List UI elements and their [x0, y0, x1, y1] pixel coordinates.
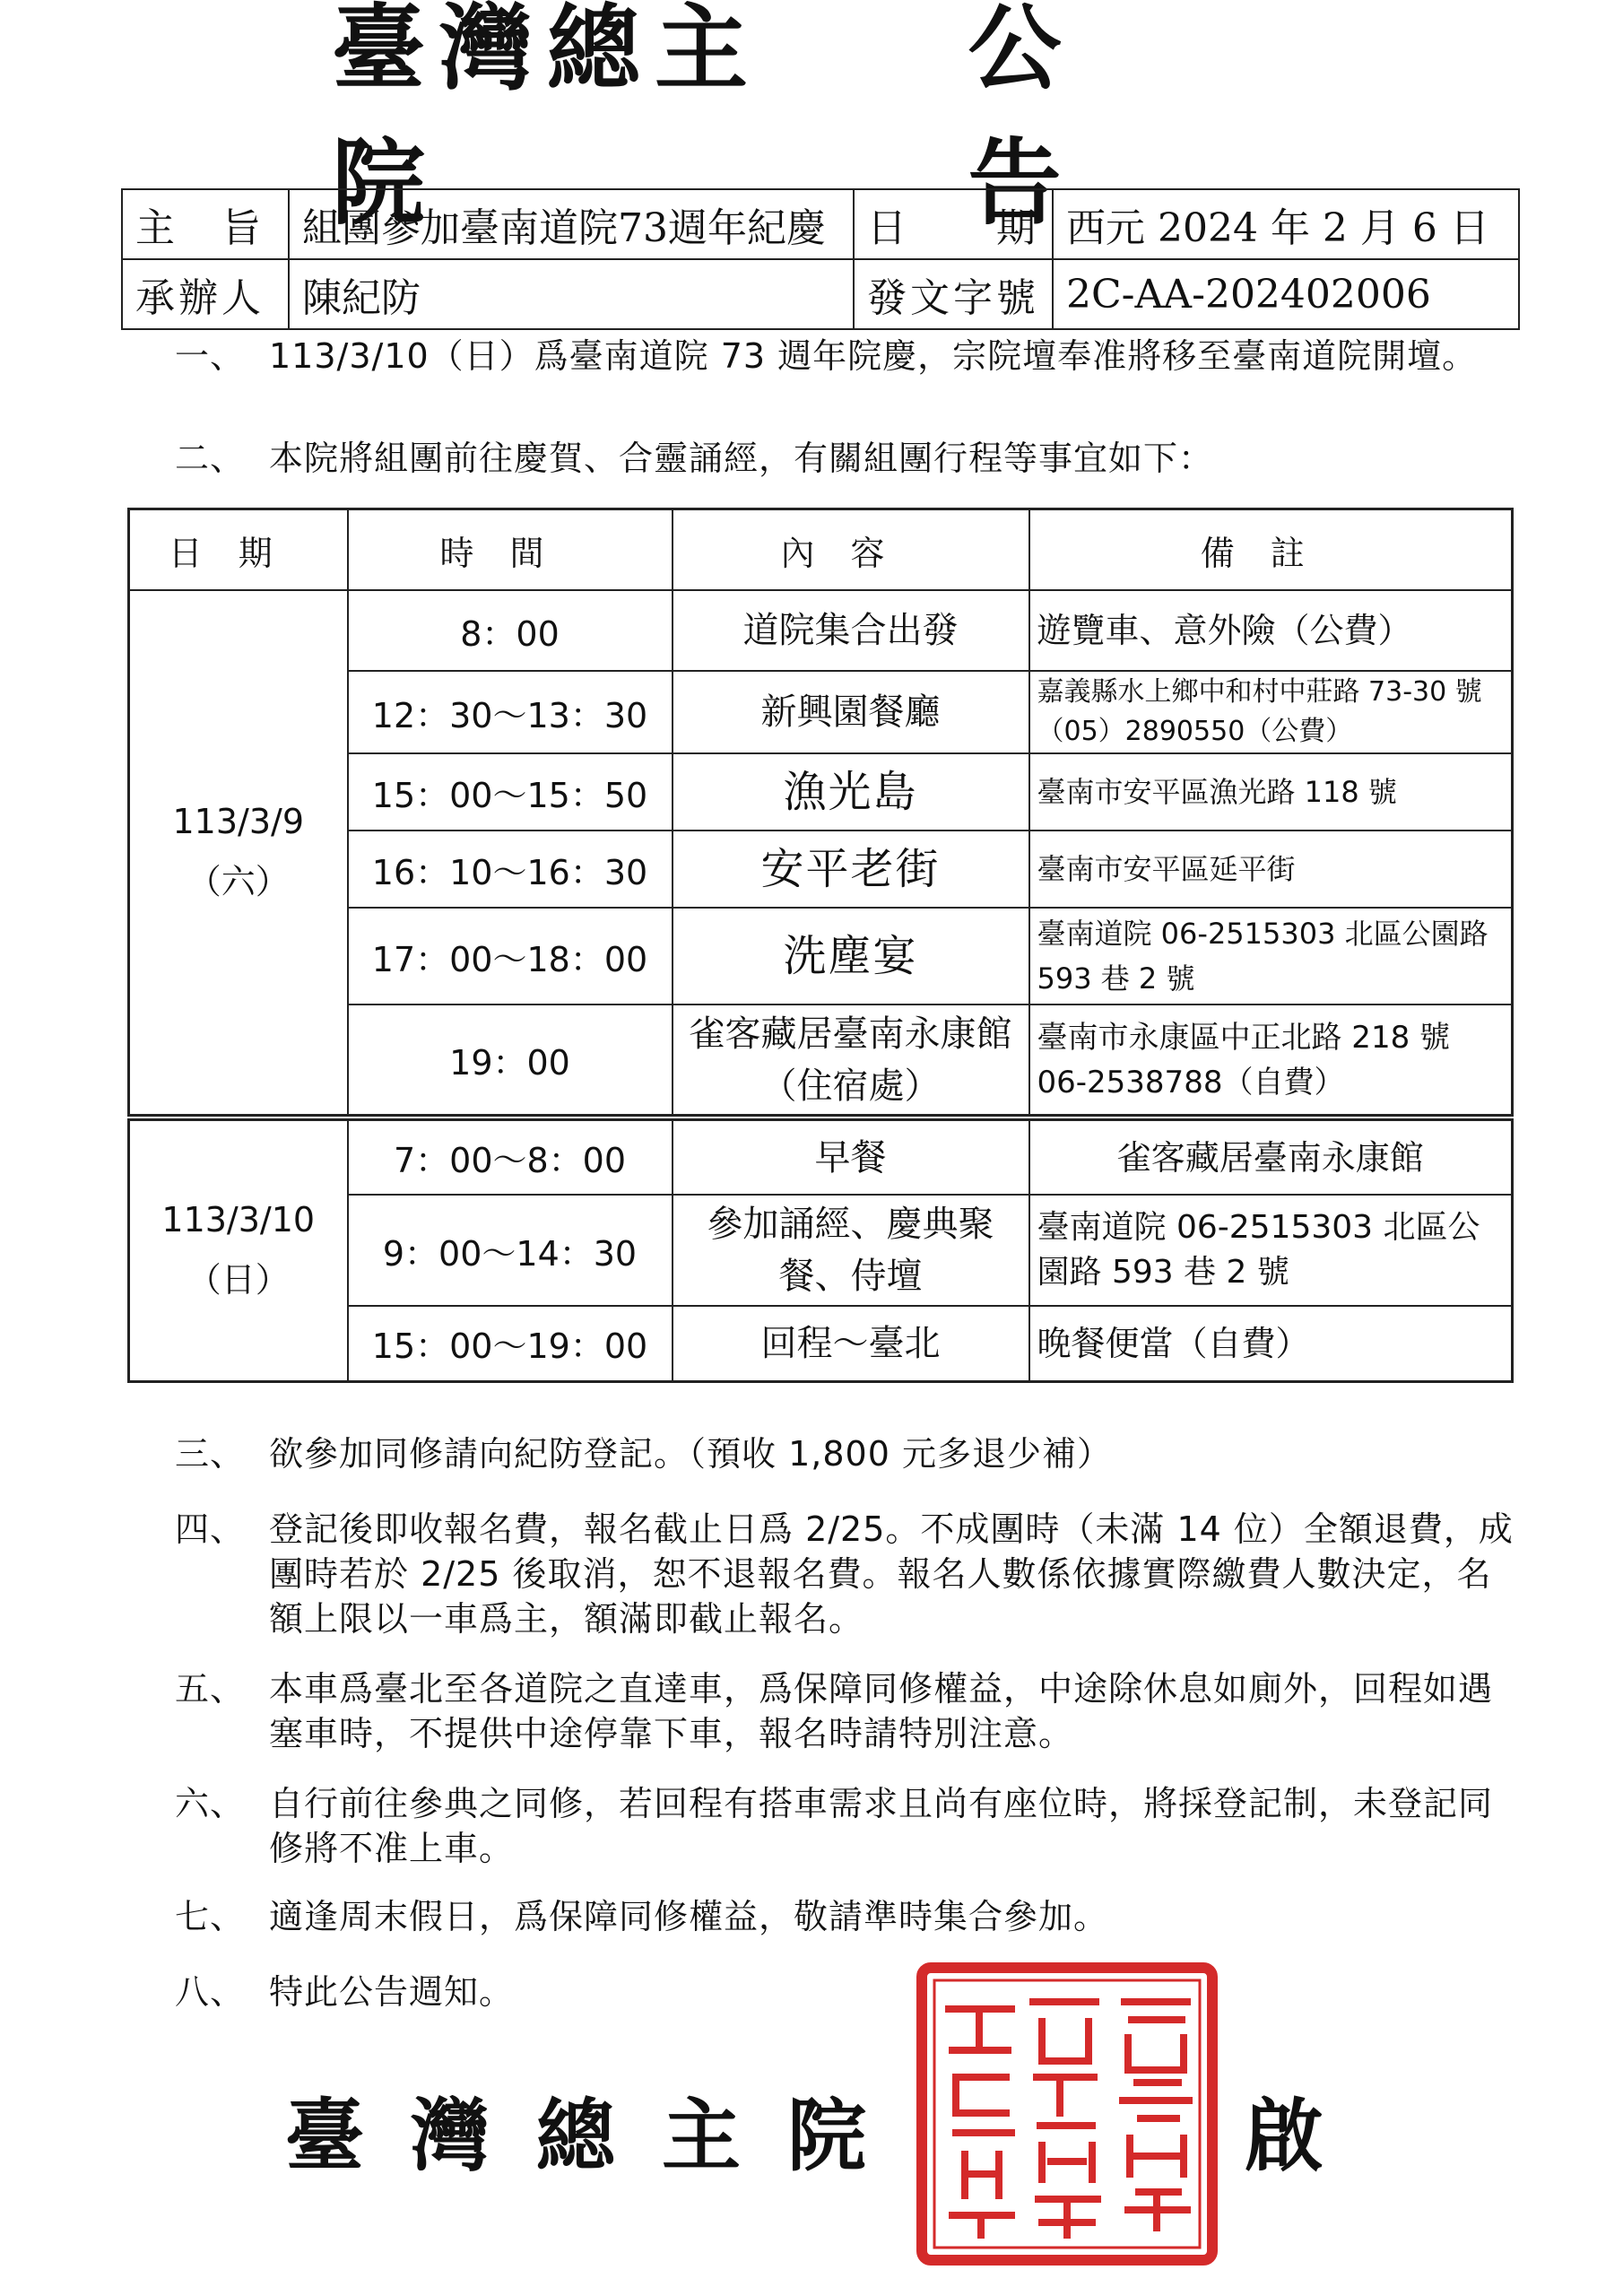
- doc-number-label: 發文字號: [854, 259, 1053, 329]
- day-2-date-cell: [129, 1118, 348, 1381]
- paragraph-6: [175, 1781, 1520, 1871]
- day-weekday: （六）: [187, 862, 290, 901]
- remark-cell: 臺南市永康區中正北路 218 號 06-2538788（自費）: [1029, 1004, 1513, 1118]
- header-table: [121, 188, 1520, 330]
- paragraph-number: 七、: [175, 1897, 246, 1936]
- remark-cell: 臺南道院 06-2515303 北區公園路 593 巷 2 號: [1029, 1195, 1513, 1306]
- paragraph-number: 三、: [175, 1434, 246, 1474]
- paragraph-text: 本院將組團前往慶賀、合靈誦經，有關組團行程等事宜如下：: [269, 439, 1214, 478]
- paragraph-text: 適逢周末假日，爲保障同修權益，敬請準時集合參加。: [269, 1897, 1109, 1936]
- paragraph-2: [175, 436, 1520, 481]
- activity-cell: 新興園餐廳: [673, 671, 1029, 753]
- time-cell: 12：30～13：30: [348, 671, 673, 753]
- activity-cell: 回程～臺北: [673, 1306, 1029, 1381]
- activity-cell: 洗塵宴: [673, 908, 1029, 1004]
- time-cell: 19：00: [348, 1004, 673, 1118]
- itinerary-header-row: [129, 509, 1513, 591]
- activity-cell: 雀客藏居臺南永康館（住宿處）: [673, 1004, 1029, 1118]
- header-date: 日期: [129, 509, 348, 591]
- subject-value: 組團參加臺南道院73週年紀慶: [289, 189, 854, 259]
- paragraph-5: [175, 1666, 1520, 1756]
- paragraph-text: 自行前往參典之同修，若回程有搭車需求且尚有座位時，將採登記制，未登記同修將不准上車。: [269, 1784, 1494, 1868]
- time-cell: 16：10～16：30: [348, 831, 673, 908]
- paragraph-text: 登記後即收報名費，報名截止日爲 2/25。不成團時（未滿 14 位）全額退費，成團時若於 2/25 後取消，恕不退報名費。報名人數係依據實際繳費人數決定，名額上限以一車爲主，額滿即截止報名。: [269, 1509, 1514, 1639]
- header-content: 內容: [673, 509, 1029, 591]
- handler-label: 承辦人: [122, 259, 289, 329]
- remark-cell: 臺南市安平區漁光路 118 號: [1029, 753, 1513, 831]
- activity-cell: 參加誦經、慶典聚餐、侍壇: [673, 1195, 1029, 1306]
- subject-label: 主 旨: [122, 189, 289, 259]
- footer-verb: 啟: [1245, 2089, 1324, 2182]
- handler-value: 陳紀防: [289, 259, 854, 329]
- day-date: 113/3/9: [172, 802, 304, 841]
- header-time: 時間: [348, 509, 673, 591]
- time-cell: 7：00～8：00: [348, 1118, 673, 1195]
- paragraph-number: 六、: [175, 1784, 246, 1823]
- official-seal-stamp: [916, 1962, 1218, 2266]
- time-cell: 17：00～18：00: [348, 908, 673, 1004]
- activity-cell: 漁光島: [673, 753, 1029, 831]
- activity-cell: 早餐: [673, 1118, 1029, 1195]
- title-announcement: 公告: [968, 0, 1169, 238]
- remark-cell: 嘉義縣水上鄉中和村中莊路 73-30 號（05）2890550（公費）: [1029, 671, 1513, 753]
- paragraph-8: [175, 1970, 1520, 2014]
- paragraph-number: 四、: [175, 1509, 246, 1549]
- paragraph-text: 欲參加同修請向紀防登記。（預收 1,800 元多退少補）: [269, 1434, 1112, 1474]
- paragraph-number: 八、: [175, 1972, 246, 2012]
- paragraph-3: [175, 1431, 1520, 1476]
- remark-cell: 遊覽車、意外險（公費）: [1029, 590, 1513, 671]
- table-row: [129, 1118, 1513, 1195]
- paragraph-text: 特此公告週知。: [269, 1972, 515, 2012]
- time-cell: 15：00～15：50: [348, 753, 673, 831]
- remark-cell: 雀客藏居臺南永康館: [1029, 1118, 1513, 1195]
- date-label: 日 期: [854, 189, 1053, 259]
- paragraph-text: 113/3/10（日）爲臺南道院 73 週年院慶，宗院壇奉准將移至臺南道院開壇。: [269, 336, 1478, 376]
- footer-organization: 臺灣總主院: [285, 2089, 914, 2182]
- activity-cell: 安平老街: [673, 831, 1029, 908]
- paragraph-number: 五、: [175, 1669, 246, 1709]
- time-cell: 8：00: [348, 590, 673, 671]
- paragraph-text: 本車爲臺北至各道院之直達車，爲保障同修權益，中途除休息如廁外，回程如遇塞車時，不提供中途停靠下車，報名時請特別注意。: [269, 1669, 1494, 1753]
- remark-cell: 臺南市安平區延平街: [1029, 831, 1513, 908]
- paragraph-number: 二、: [175, 439, 246, 478]
- remark-cell: 臺南道院 06-2515303 北區公園路 593 巷 2 號: [1029, 908, 1513, 1004]
- paragraph-number: 一、: [175, 336, 246, 376]
- title-organization: 臺灣總主院: [332, 0, 763, 238]
- header-remarks: 備註: [1029, 509, 1513, 591]
- paragraph-4: [175, 1507, 1520, 1641]
- date-value: 西元 2024 年 2 月 6 日: [1053, 189, 1519, 259]
- time-cell: 15：00～19：00: [348, 1306, 673, 1381]
- doc-number-value: 2C-AA-202402006: [1053, 259, 1519, 329]
- activity-cell: 道院集合出發: [673, 590, 1029, 671]
- day-weekday: （日）: [187, 1259, 290, 1300]
- day-date: 113/3/10: [161, 1199, 316, 1239]
- remark-cell: 晚餐便當（自費）: [1029, 1306, 1513, 1381]
- day-1-date-cell: [129, 590, 348, 1118]
- table-row: [129, 590, 1513, 671]
- paragraph-1: [175, 334, 1520, 378]
- time-cell: 9：00～14：30: [348, 1195, 673, 1306]
- itinerary-table: [127, 508, 1514, 1383]
- paragraph-7: [175, 1894, 1520, 1939]
